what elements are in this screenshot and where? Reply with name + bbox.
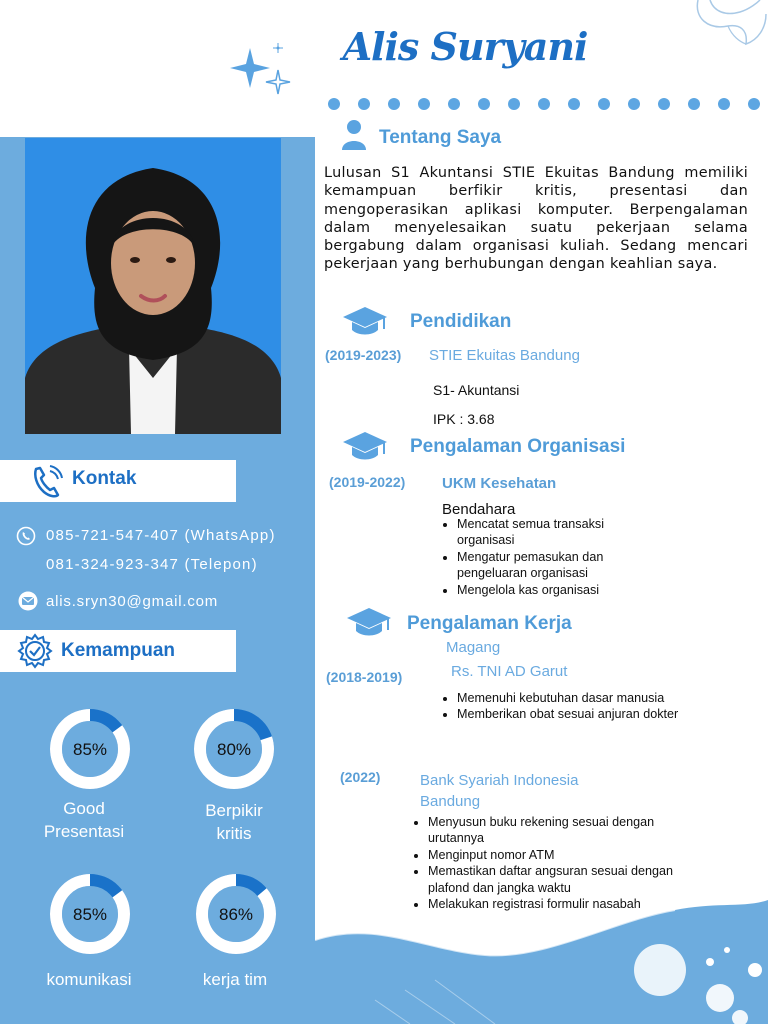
education-institution: STIE Ekuitas Bandung	[429, 347, 580, 364]
person-icon	[340, 118, 368, 150]
list-item: • Menginput nomor ATM	[428, 847, 678, 863]
work-title: Pengalaman Kerja	[407, 613, 572, 634]
work-2-place: Bank Syariah Indonesia Bandung	[420, 772, 579, 810]
contact-phone[interactable]: 081-324-923-347 (Telepon)	[46, 556, 258, 573]
skill-gauge	[46, 705, 134, 793]
skill-label-presentasi: Good Presentasi	[43, 799, 125, 841]
graduation-cap-icon	[342, 430, 388, 462]
list-item: • Mengatur pemasukan dan pengeluaran organisasi	[457, 549, 657, 582]
skill-gauge	[190, 705, 278, 793]
resume-name: Alis Suryani	[342, 24, 588, 69]
list-item: • Mengelola kas organisasi	[457, 582, 657, 598]
organization-title: Pengalaman Organisasi	[410, 436, 626, 457]
email-icon	[17, 591, 39, 611]
skill-percent-label: 86%	[218, 905, 254, 924]
list-item: • Memenuhi kebutuhan dasar manusia	[457, 690, 697, 706]
butterfly-decoration	[688, 0, 768, 70]
skills-title: Kemampuan	[61, 640, 176, 661]
profile-photo	[25, 138, 281, 434]
graduation-cap-icon	[342, 305, 388, 337]
organization-role: Bendahara	[442, 501, 516, 518]
phone-icon	[30, 465, 64, 499]
education-title: Pendidikan	[410, 311, 512, 332]
education-degree: S1- Akuntansi	[433, 382, 520, 398]
work-2-year: (2022)	[340, 769, 381, 785]
list-item: • Mencatat semua transaksi organisasi	[457, 516, 657, 549]
list-item: • Memberikan obat sesuai anjuran dokter	[457, 706, 697, 722]
organization-name: UKM Kesehatan	[442, 475, 557, 492]
gear-check-icon	[16, 632, 54, 670]
skill-gauge	[192, 870, 280, 958]
skill-percent-label: 85%	[72, 740, 108, 759]
wave-decoration	[315, 880, 768, 1024]
skill-gauge	[46, 870, 134, 958]
skill-label-kerja-tim: kerja tim	[202, 970, 268, 989]
education-year: (2019-2023)	[325, 347, 402, 363]
skill-label-berpikir: Berpikir kritis	[205, 801, 263, 843]
skill-label-komunikasi: komunikasi	[46, 970, 132, 989]
dot-divider	[328, 98, 768, 110]
education-gpa: IPK : 3.68	[433, 411, 495, 427]
organization-year: (2019-2022)	[329, 474, 406, 490]
contact-title: Kontak	[72, 468, 137, 489]
graduation-cap-icon	[346, 606, 392, 638]
about-title: Tentang Saya	[379, 127, 502, 148]
organization-duties	[440, 516, 657, 598]
work-1-duties	[440, 690, 697, 723]
skill-percent-label: 80%	[216, 740, 252, 759]
contact-email[interactable]: alis.sryn30@gmail.com	[46, 593, 219, 610]
work-1-type: Magang	[446, 639, 501, 656]
about-text: Lulusan S1 Akuntansi STIE Ekuitas Bandung memiliki kemampuan berfikir kritis, presentasi dan mengoperasikan aplikasi komputer. Berpengalaman dalam menyelesaikan suatu pekerjaan selama bergabung dalam organisasi kuliah. Sedang mencari pekerjaan yang berhubungan dengan keahlian saya.	[324, 165, 748, 273]
work-1-year: (2018-2019)	[326, 669, 403, 685]
list-item: • Melakukan registrasi formulir nasabah	[428, 896, 678, 912]
work-1-place: Rs. TNI AD Garut	[451, 663, 568, 680]
whatsapp-icon	[16, 526, 36, 546]
sparkle-decoration	[228, 40, 298, 110]
skill-percent-label: 85%	[72, 905, 108, 924]
list-item: • Memastikan daftar angsuran sesuai dengan plafond dan jangka waktu	[428, 863, 678, 896]
list-item: • Menyusun buku rekening sesuai dengan urutannya	[428, 814, 678, 847]
contact-whatsapp[interactable]: 085-721-547-407 (WhatsApp)	[46, 527, 276, 544]
person-portrait-icon	[25, 138, 281, 434]
